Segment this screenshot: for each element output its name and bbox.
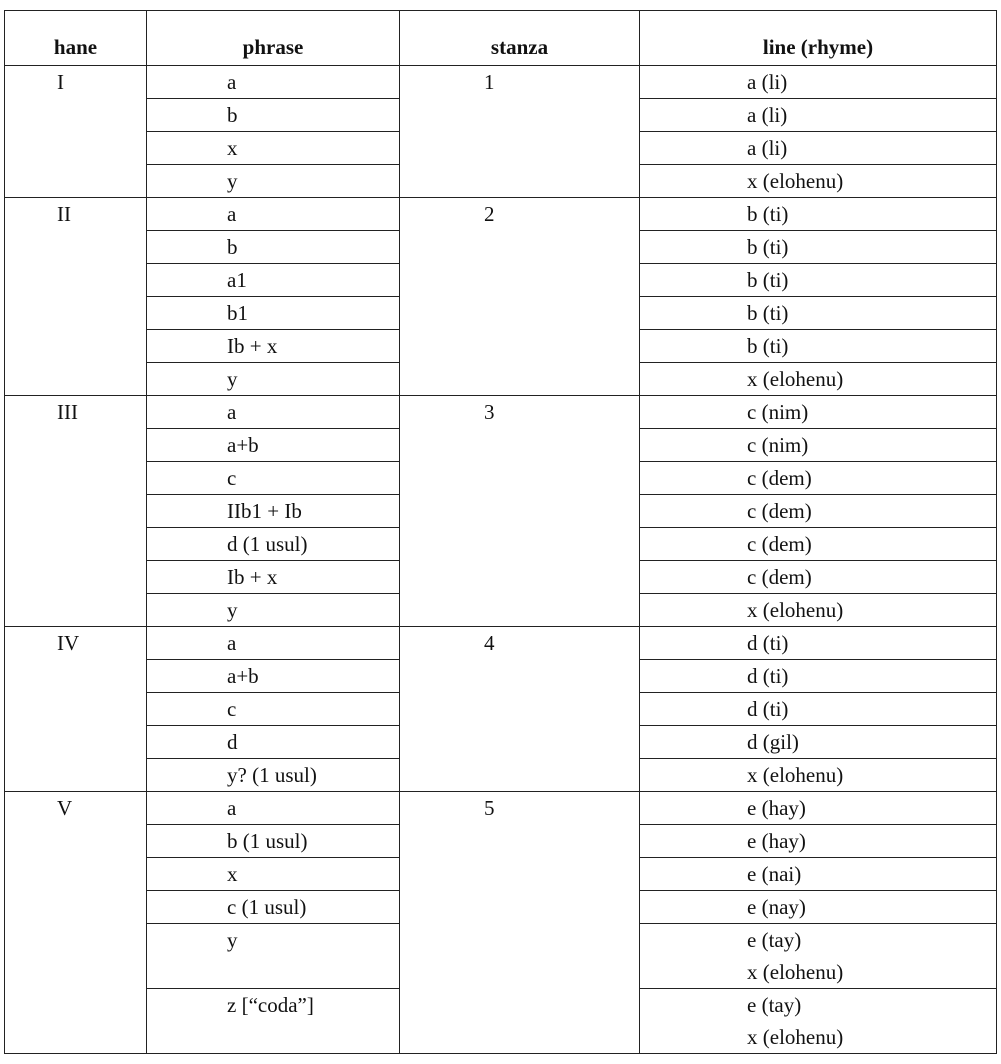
cell-phrase: b (1 usul): [147, 825, 400, 858]
table-row: [5, 792, 997, 825]
cell-phrase: a: [147, 792, 400, 825]
table-row: [5, 297, 997, 330]
cell-line-rhyme: e (nai): [640, 858, 997, 891]
table-row: [5, 528, 997, 561]
header-hane: hane: [5, 11, 147, 66]
cell-stanza: [400, 989, 640, 1054]
cell-hane: [5, 693, 147, 726]
cell-stanza: [400, 726, 640, 759]
cell-stanza: [400, 693, 640, 726]
cell-phrase: Ib + x: [147, 561, 400, 594]
cell-hane: [5, 561, 147, 594]
cell-hane: [5, 759, 147, 792]
cell-hane: [5, 132, 147, 165]
cell-hane: V: [5, 792, 147, 825]
cell-hane: [5, 825, 147, 858]
cell-stanza: [400, 858, 640, 891]
cell-hane: [5, 528, 147, 561]
cell-hane: [5, 330, 147, 363]
cell-line-rhyme: x (elohenu): [640, 759, 997, 792]
cell-line-rhyme: c (dem): [640, 561, 997, 594]
table-row: [5, 330, 997, 363]
line-rhyme-entry: x (elohenu): [747, 1025, 844, 1049]
cell-stanza: [400, 264, 640, 297]
cell-phrase: a: [147, 627, 400, 660]
header-phrase: phrase: [147, 11, 400, 66]
cell-phrase: y: [147, 363, 400, 396]
table-row: [5, 363, 997, 396]
cell-phrase: d: [147, 726, 400, 759]
cell-line-rhyme: e (hay): [640, 792, 997, 825]
cell-hane: III: [5, 396, 147, 429]
line-rhyme-entry: e (tay): [747, 993, 802, 1017]
cell-hane: [5, 594, 147, 627]
cell-phrase: IIb1 + Ib: [147, 495, 400, 528]
cell-stanza: [400, 924, 640, 989]
header-stanza: stanza: [400, 11, 640, 66]
cell-hane: [5, 264, 147, 297]
table-row: [5, 627, 997, 660]
cell-stanza: [400, 528, 640, 561]
cell-stanza: [400, 330, 640, 363]
cell-stanza: [400, 825, 640, 858]
table-row: [5, 198, 997, 231]
cell-line-rhyme: d (ti): [640, 627, 997, 660]
cell-phrase: a+b: [147, 429, 400, 462]
cell-hane: [5, 660, 147, 693]
cell-phrase: c: [147, 462, 400, 495]
cell-hane: [5, 165, 147, 198]
cell-line-rhyme: [640, 924, 997, 989]
cell-phrase: c (1 usul): [147, 891, 400, 924]
cell-stanza: 4: [400, 627, 640, 660]
table-row: [5, 462, 997, 495]
cell-hane: I: [5, 66, 147, 99]
cell-stanza: [400, 363, 640, 396]
line-rhyme-entry: x (elohenu): [747, 960, 844, 984]
table-row: [5, 825, 997, 858]
cell-phrase: a+b: [147, 660, 400, 693]
table-row: [5, 264, 997, 297]
cell-stanza: [400, 231, 640, 264]
cell-stanza: [400, 462, 640, 495]
cell-phrase: a: [147, 396, 400, 429]
table-body: [5, 66, 997, 1054]
table-row: [5, 99, 997, 132]
cell-line-rhyme: x (elohenu): [640, 594, 997, 627]
cell-hane: [5, 297, 147, 330]
cell-line-rhyme: d (gil): [640, 726, 997, 759]
cell-line-rhyme: a (li): [640, 99, 997, 132]
cell-hane: [5, 495, 147, 528]
cell-phrase: b: [147, 231, 400, 264]
cell-stanza: 3: [400, 396, 640, 429]
table-row: [5, 660, 997, 693]
cell-line-rhyme: b (ti): [640, 264, 997, 297]
cell-line-rhyme: e (hay): [640, 825, 997, 858]
cell-phrase: a1: [147, 264, 400, 297]
cell-line-rhyme: [640, 989, 997, 1054]
cell-phrase: y? (1 usul): [147, 759, 400, 792]
cell-phrase: x: [147, 858, 400, 891]
cell-phrase: a: [147, 198, 400, 231]
cell-line-rhyme: d (ti): [640, 660, 997, 693]
cell-line-rhyme: x (elohenu): [640, 363, 997, 396]
table-row: [5, 429, 997, 462]
cell-stanza: [400, 759, 640, 792]
cell-stanza: [400, 297, 640, 330]
cell-line-rhyme: e (nay): [640, 891, 997, 924]
table-row: [5, 693, 997, 726]
table-row: [5, 858, 997, 891]
cell-line-rhyme: b (ti): [640, 231, 997, 264]
cell-line-rhyme: a (li): [640, 66, 997, 99]
cell-phrase: y: [147, 165, 400, 198]
cell-line-rhyme: c (dem): [640, 495, 997, 528]
cell-phrase: c: [147, 693, 400, 726]
cell-line-rhyme: b (ti): [640, 198, 997, 231]
cell-phrase: b1: [147, 297, 400, 330]
table-row: [5, 594, 997, 627]
cell-hane: IV: [5, 627, 147, 660]
cell-stanza: [400, 165, 640, 198]
table-row: [5, 891, 997, 924]
table-row: [5, 759, 997, 792]
cell-stanza: [400, 132, 640, 165]
hane-structure-table: [4, 10, 997, 1054]
cell-stanza: [400, 561, 640, 594]
cell-phrase: b: [147, 99, 400, 132]
cell-stanza: 1: [400, 66, 640, 99]
cell-hane: [5, 99, 147, 132]
table-row: [5, 165, 997, 198]
table-row: [5, 989, 997, 1054]
cell-hane: [5, 462, 147, 495]
cell-stanza: [400, 429, 640, 462]
cell-line-rhyme: x (elohenu): [640, 165, 997, 198]
table-row: [5, 66, 997, 99]
cell-hane: II: [5, 198, 147, 231]
cell-stanza: 2: [400, 198, 640, 231]
cell-phrase: x: [147, 132, 400, 165]
cell-hane: [5, 858, 147, 891]
cell-stanza: [400, 495, 640, 528]
cell-phrase: y: [147, 924, 400, 989]
cell-phrase: y: [147, 594, 400, 627]
cell-phrase: z [“coda”]: [147, 989, 400, 1054]
cell-hane: [5, 989, 147, 1054]
table-row: [5, 231, 997, 264]
cell-hane: [5, 429, 147, 462]
cell-phrase: a: [147, 66, 400, 99]
cell-hane: [5, 924, 147, 989]
cell-line-rhyme: d (ti): [640, 693, 997, 726]
cell-line-rhyme: a (li): [640, 132, 997, 165]
cell-phrase: Ib + x: [147, 330, 400, 363]
header-line-rhyme: line (rhyme): [640, 11, 997, 66]
cell-hane: [5, 891, 147, 924]
cell-line-rhyme: c (nim): [640, 429, 997, 462]
cell-line-rhyme: c (dem): [640, 462, 997, 495]
header-row: [5, 11, 997, 66]
cell-phrase: d (1 usul): [147, 528, 400, 561]
cell-stanza: [400, 594, 640, 627]
cell-stanza: [400, 99, 640, 132]
cell-line-rhyme: b (ti): [640, 330, 997, 363]
cell-hane: [5, 726, 147, 759]
cell-stanza: [400, 660, 640, 693]
line-rhyme-entry: e (tay): [747, 928, 802, 952]
table-row: [5, 561, 997, 594]
cell-line-rhyme: b (ti): [640, 297, 997, 330]
cell-stanza: [400, 891, 640, 924]
cell-hane: [5, 231, 147, 264]
cell-hane: [5, 363, 147, 396]
table-row: [5, 495, 997, 528]
table-row: [5, 396, 997, 429]
table-row: [5, 924, 997, 989]
table-row: [5, 726, 997, 759]
cell-line-rhyme: c (nim): [640, 396, 997, 429]
cell-stanza: 5: [400, 792, 640, 825]
cell-line-rhyme: c (dem): [640, 528, 997, 561]
table-row: [5, 132, 997, 165]
